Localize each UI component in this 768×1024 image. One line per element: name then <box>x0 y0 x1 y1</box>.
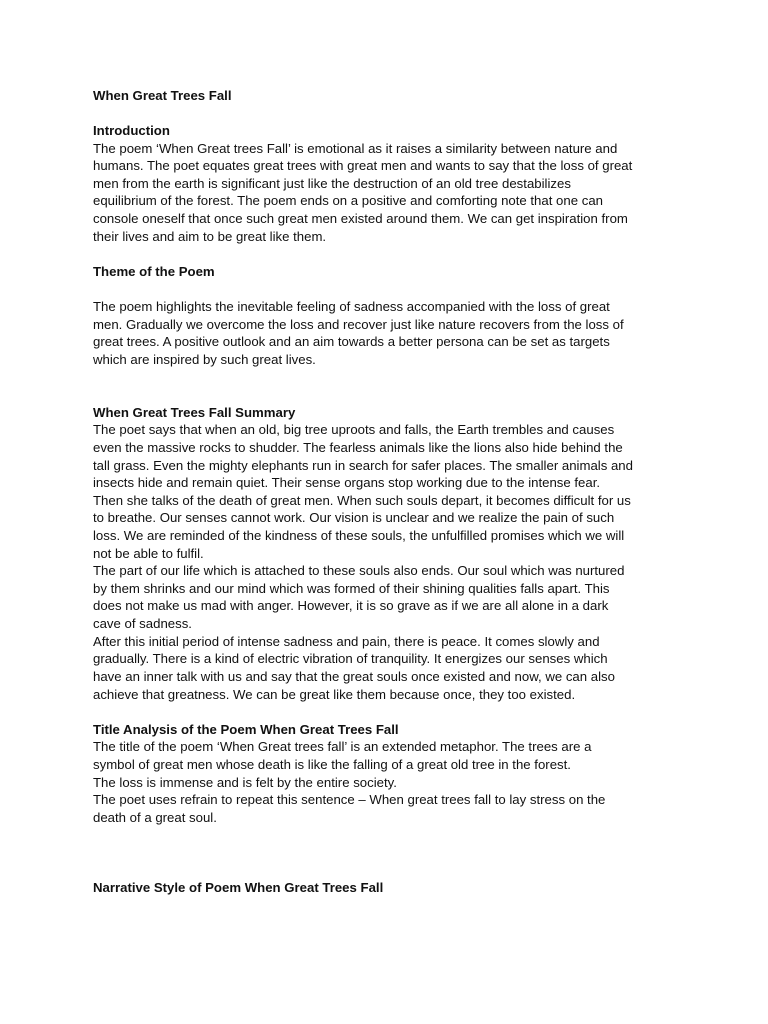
paragraph-line: even the massive rocks to shudder. The fearless animals like the lions also hide behind the <box>93 440 623 455</box>
paragraph-line: to breathe. Our senses cannot work. Our vision is unclear and we realize the pain of such <box>93 510 615 525</box>
paragraph-line: equilibrium of the forest. The poem ends on a positive and comforting note that one can <box>93 193 603 208</box>
paragraph-line: men. Gradually we overcome the loss and recover just like nature recovers from the loss of <box>93 317 624 332</box>
paragraph-line: great trees. A positive outlook and an aim towards a better persona can be set as targets <box>93 334 610 349</box>
paragraph-line: The poem ‘When Great trees Fall’ is emotional as it raises a similarity between nature and <box>93 141 618 156</box>
paragraph-line: men from the earth is significant just like the destruction of an old tree destabilizes <box>93 176 571 191</box>
paragraph-line: death of a great soul. <box>93 810 217 825</box>
paragraph-line: The poem highlights the inevitable feeling of sadness accompanied with the loss of great <box>93 299 610 314</box>
paragraph-line: gradually. There is a kind of electric vibration of tranquility. It energizes our senses which <box>93 651 608 666</box>
paragraph-line: Then she talks of the death of great men. When such souls depart, it becomes difficult for us <box>93 493 631 508</box>
section-heading-narrative-style: Narrative Style of Poem When Great Trees Fall <box>93 880 384 895</box>
paragraph-line: humans. The poet equates great trees with great men and wants to say that the loss of great <box>93 158 633 173</box>
section-heading-title-analysis: Title Analysis of the Poem When Great Trees Fall <box>93 722 399 737</box>
paragraph-line: loss. We are reminded of the kindness of these souls, the unfulfilled promises which we will <box>93 528 625 543</box>
paragraph-line: their lives and aim to be great like them. <box>93 229 327 244</box>
section-heading-introduction: Introduction <box>93 123 170 138</box>
paragraph-line: The poet uses refrain to repeat this sentence – When great trees fall to lay stress on the <box>93 792 606 807</box>
paragraph-line: have an inner talk with us and say that the great souls once existed and now, we can also <box>93 669 615 684</box>
document-title: When Great Trees Fall <box>93 88 232 103</box>
paragraph-line: console oneself that once such great men existed around them. We can get inspiration from <box>93 211 628 226</box>
paragraph-line: The poet says that when an old, big tree uproots and falls, the Earth trembles and causes <box>93 422 615 437</box>
paragraph-line: The loss is immense and is felt by the entire society. <box>93 775 397 790</box>
section-heading-summary: When Great Trees Fall Summary <box>93 405 296 420</box>
paragraph-line: The part of our life which is attached to these souls also ends. Our soul which was nurtured <box>93 563 625 578</box>
paragraph-line: symbol of great men whose death is like the falling of a great old tree in the forest. <box>93 757 571 772</box>
paragraph-line: cave of sadness. <box>93 616 192 631</box>
paragraph-line: After this initial period of intense sadness and pain, there is peace. It comes slowly and <box>93 634 600 649</box>
paragraph-line: does not make us mad with anger. However, it is so grave as if we are all alone in a dark <box>93 598 609 613</box>
paragraph-line: not be able to fulfil. <box>93 546 204 561</box>
paragraph-line: insects hide and remain quiet. Their sense organs stop working due to the intense fear. <box>93 475 601 490</box>
paragraph-line: achieve that greatness. We can be great like them because once, they too existed. <box>93 687 576 702</box>
paragraph-line: by them shrinks and our mind which was formed of their shining qualities falls apart. This <box>93 581 610 596</box>
paragraph-line: which are inspired by such great lives. <box>93 352 316 367</box>
paragraph-line: tall grass. Even the mighty elephants run in search for safer places. The smaller animals and <box>93 458 633 473</box>
section-heading-theme: Theme of the Poem <box>93 264 215 279</box>
paragraph-line: The title of the poem ‘When Great trees fall’ is an extended metaphor. The trees are a <box>93 739 592 754</box>
